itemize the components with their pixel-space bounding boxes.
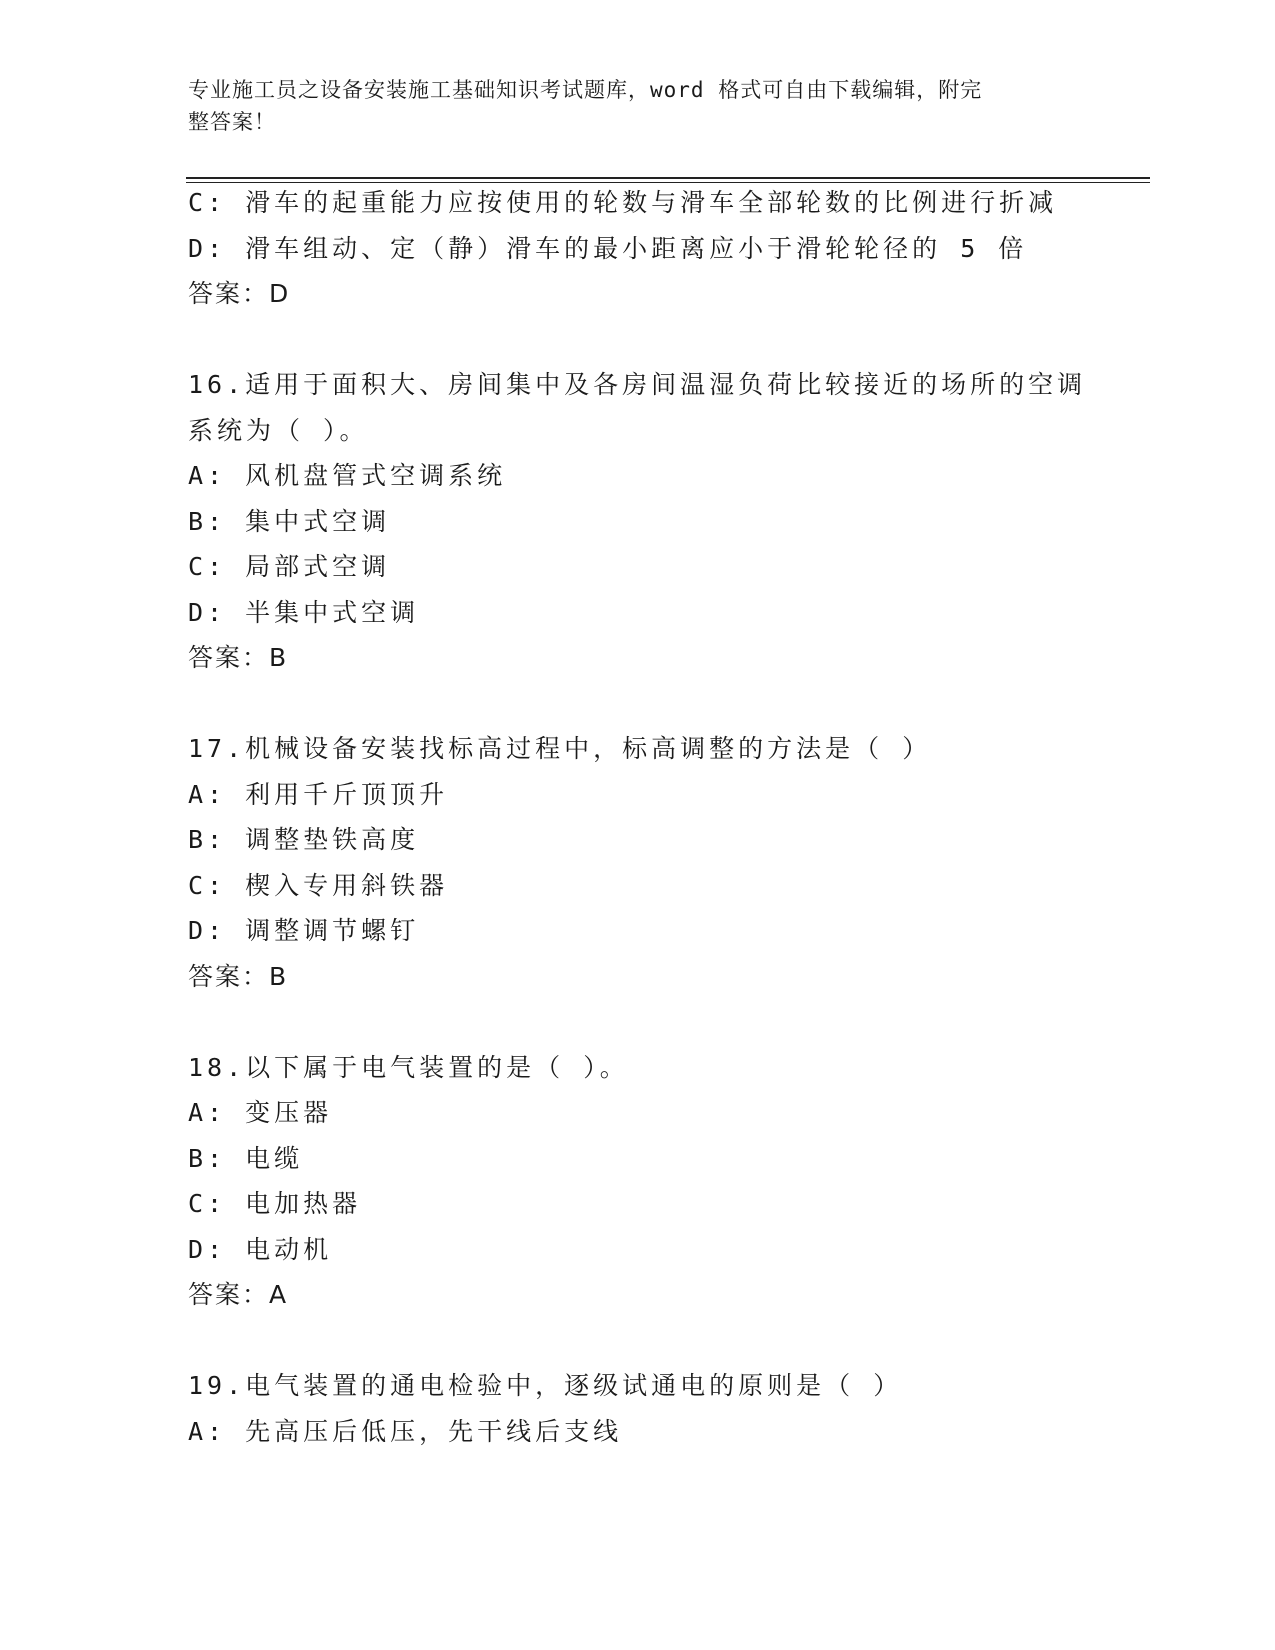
answer-line: 答案：B [188,643,289,672]
answer-line: 答案：D [188,279,291,308]
option-c: C: 局部式空调 [188,552,391,581]
option-c: C: 滑车的起重能力应按使用的轮数与滑车全部轮数的比例进行折减 [188,188,1058,217]
question-stem: 16.适用于面积大、房间集中及各房间温湿负荷比较接近的场所的空调 [188,370,1087,399]
spacer [188,317,1088,363]
option-a: A: 风机盘管式空调系统 [188,461,507,490]
spacer [188,999,1088,1045]
question-16 [188,362,1088,681]
option-a: A: 利用千斤顶顶升 [188,779,449,809]
question-stem: 17.机械设备安装找标高过程中，标高调整的方法是（ ） [188,734,932,763]
option-d: D: 滑车组动、定（静）滑车的最小距离应小于滑轮轮径的 5 倍 [188,233,1028,263]
option-c: C: 楔入专用斜铁器 [188,870,449,900]
option-c: C: 电加热器 [188,1189,362,1218]
question-17 [188,726,1088,999]
question-stem: 18.以下属于电气装置的是（ ）。 [188,1052,629,1082]
option-b: B: 调整垫铁高度 [188,825,420,854]
option-a: A: 先高压后低压，先干线后支线 [188,1416,623,1446]
spacer [188,1318,1088,1364]
option-d: D: 调整调节螺钉 [188,916,420,945]
header-divider-thick [186,177,1150,179]
answer-line: 答案：B [188,961,289,991]
option-a: A: 变压器 [188,1098,333,1127]
option-b: B: 集中式空调 [188,506,391,536]
question-stem: 19.电气装置的通电检验中，逐级试通电的原则是（ ） [188,1371,903,1400]
header-title-line-2: 整答案！ [188,110,276,134]
option-b: B: 电缆 [188,1143,304,1173]
option-d: D: 电动机 [188,1234,333,1264]
option-d: D: 半集中式空调 [188,597,420,627]
question-list [188,180,1088,1454]
question-18 [188,1045,1088,1318]
question-stem-continued: 系统为（ ）。 [188,415,369,445]
question-19 [188,1363,1088,1454]
answer-line: 答案：A [188,1280,289,1309]
spacer [188,681,1088,727]
header-title-line-1: 专业施工员之设备安装施工基础知识考试题库，word 格式可自由下载编辑，附完 [188,78,983,102]
question-15-carryover [188,180,1088,317]
document-header [188,74,1068,138]
